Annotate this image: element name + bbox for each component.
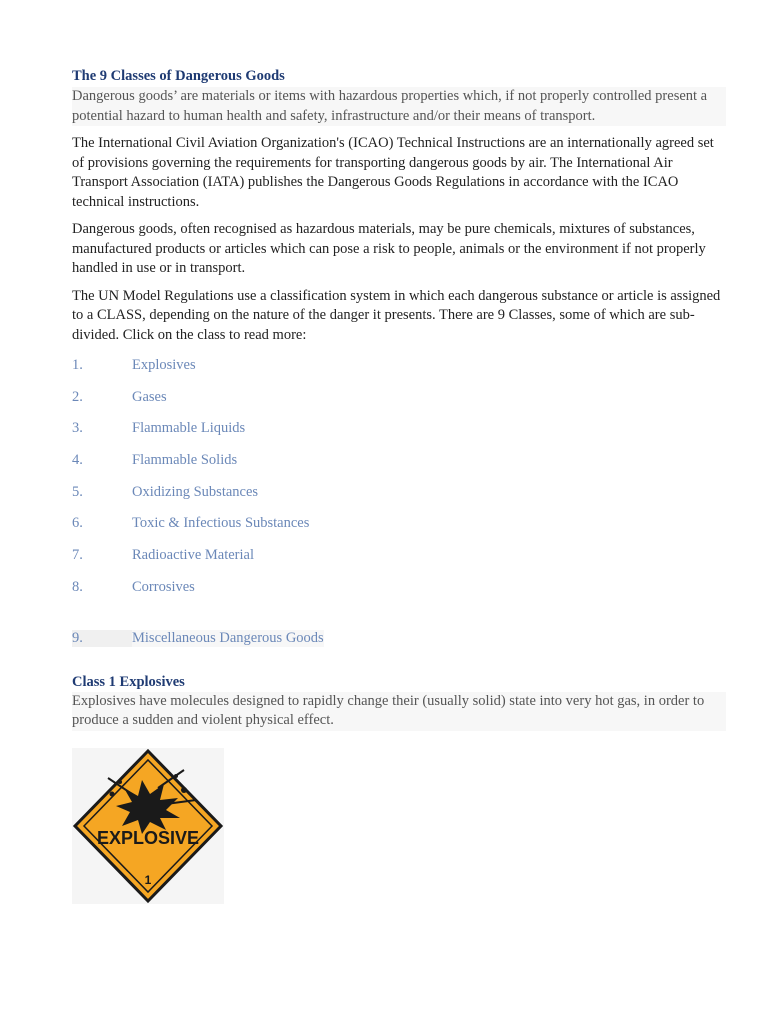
- icao-paragraph: The International Civil Aviation Organization's (ICAO) Technical Instructions are an internationally agreed set of provisions governing the requirements for transporting dangerous goods by air. The International Air Transport Association (IATA) publishes the Dangerous Goods Regulations in accordance with the ICAO technical instructions.: [72, 135, 714, 210]
- class-list-item-flammable-solids[interactable]: [72, 452, 726, 484]
- class-link-flammable-solids[interactable]: Flammable Solids: [132, 452, 238, 469]
- class-list: [72, 357, 726, 654]
- document-body: [72, 64, 726, 739]
- class-list-item-toxic-infectious[interactable]: [72, 515, 726, 547]
- class-link-toxic-infectious[interactable]: Toxic & Infectious Substances: [132, 515, 310, 532]
- class-number: 8.: [72, 578, 83, 595]
- class-list-item-radioactive[interactable]: [72, 547, 726, 579]
- class-number: 6.: [72, 515, 83, 532]
- explosive-sign-graphic: [72, 748, 224, 904]
- class-link-radioactive[interactable]: Radioactive Material: [132, 547, 254, 564]
- class-list-item-explosives[interactable]: [72, 357, 726, 389]
- class-list-item-corrosives[interactable]: [72, 579, 726, 611]
- un-regulations-paragraph: The UN Model Regulations use a classification system in which each dangerous substance or article is assigned to a CLASS, depending on the nature of the danger it presents. There are 9 Classes, some of which are sub-divided. Click on the class to read more:: [72, 287, 721, 343]
- sign-class-number: 1: [144, 873, 152, 887]
- class-link-flammable-liquids[interactable]: Flammable Liquids: [132, 420, 246, 437]
- class1-heading: Class 1 Explosives: [72, 673, 185, 690]
- class-number: 3.: [72, 420, 83, 437]
- class-link-corrosives[interactable]: Corrosives: [132, 578, 195, 595]
- class-link-oxidizing-substances[interactable]: Oxidizing Substances: [132, 483, 259, 500]
- class-number: 1.: [72, 357, 83, 373]
- class1-paragraph: Explosives have molecules designed to rapidly change their (usually solid) state into very hot gas, in order to produce a sudden and violent physical effect.: [72, 692, 726, 731]
- class-number: 4.: [72, 452, 83, 469]
- hazmat-paragraph: Dangerous goods, often recognised as hazardous materials, may be pure chemicals, mixtures of substances, manufactured products or articles which can pose a risk to people, animals or the environment if not properly handled in use or in transport.: [72, 221, 706, 276]
- class-link-explosives[interactable]: Explosives: [132, 357, 196, 373]
- sign-label: EXPLOSIVE: [96, 828, 200, 848]
- page-title: The 9 Classes of Dangerous Goods: [72, 68, 285, 84]
- intro-paragraph: Dangerous goods’ are materials or items with hazardous properties which, if not properly controlled present a potential hazard to human health and safety, infrastructure and/or their means of transport.: [72, 87, 726, 126]
- class-list-item-gases[interactable]: [72, 389, 726, 421]
- class-list-item-oxidizing-substances[interactable]: [72, 484, 726, 516]
- class-link-miscellaneous[interactable]: Miscellaneous Dangerous Goods: [132, 629, 324, 646]
- class-list-item-miscellaneous[interactable]: [72, 630, 726, 654]
- class-number: 9.: [72, 630, 132, 647]
- class-link-gases[interactable]: Gases: [132, 388, 167, 405]
- class-number: 7.: [72, 547, 83, 564]
- class-list-item-flammable-liquids[interactable]: [72, 420, 726, 452]
- explosive-hazard-sign: [72, 748, 224, 904]
- class-number: 5.: [72, 483, 83, 500]
- class-number: 2.: [72, 388, 83, 405]
